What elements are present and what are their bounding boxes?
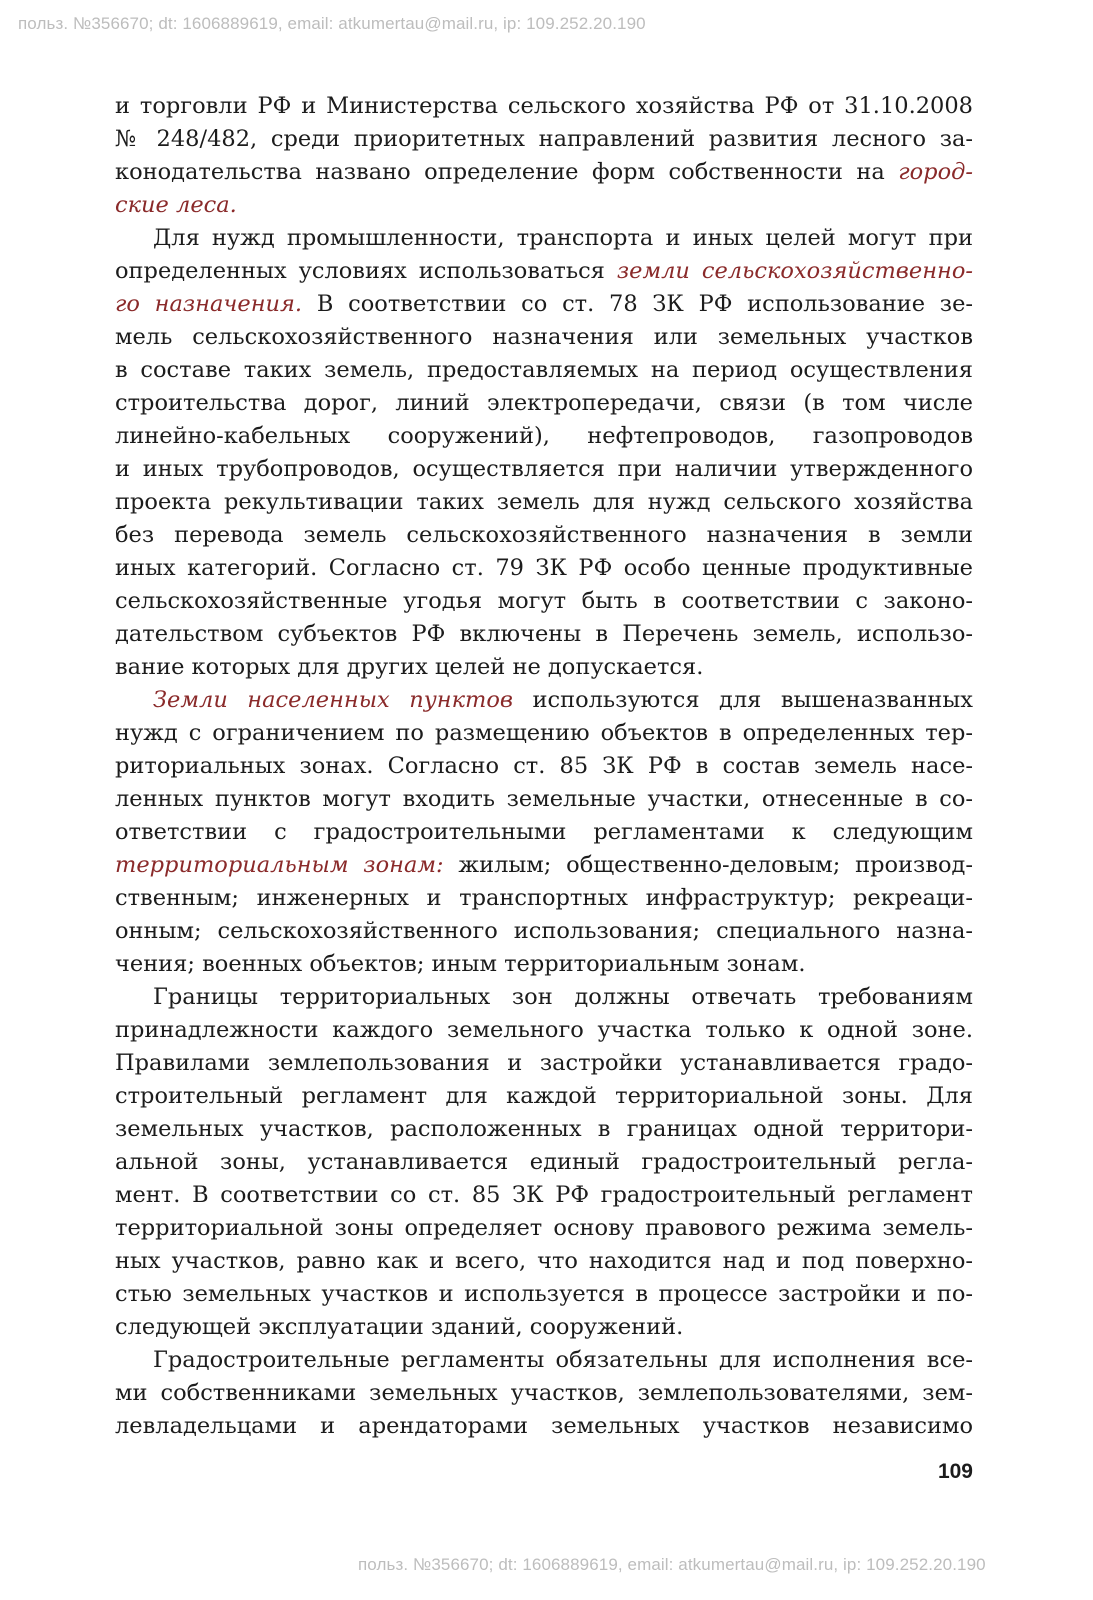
text-run: следующей эксплуатации зданий, сооружений. bbox=[115, 1314, 684, 1340]
text-run: строительства дорог, линий электропередачи, связи (в том числе bbox=[115, 390, 973, 416]
watermark-top: польз. №356670; dt: 1606889619, email: atkumertau@mail.ru, ip: 109.252.20.190 bbox=[18, 14, 646, 33]
text-line bbox=[115, 981, 973, 1014]
text-line bbox=[115, 486, 973, 519]
emphasized-term: территориальным зонам: bbox=[115, 852, 444, 878]
text-run: территориальной зоны определяет основу правового режима земель- bbox=[115, 1215, 973, 1241]
text-line bbox=[115, 1212, 973, 1245]
text-run: и торговли РФ и Министерства сельского хозяйства РФ от 31.10.2008 bbox=[115, 93, 973, 119]
page-number: 109 bbox=[937, 1460, 973, 1483]
text-line bbox=[115, 156, 973, 189]
text-line bbox=[115, 90, 973, 123]
text-run: используются для вышеназванных bbox=[513, 687, 973, 713]
text-line bbox=[115, 222, 973, 255]
text-run: левладельцами и арендаторами земельных участков независимо bbox=[115, 1413, 973, 1439]
text-run: ми собственниками земельных участков, землепользователями, зем- bbox=[115, 1380, 973, 1406]
text-line bbox=[115, 750, 973, 783]
text-line bbox=[115, 1377, 973, 1410]
text-line bbox=[115, 1311, 973, 1344]
text-line bbox=[115, 519, 973, 552]
emphasized-term: земли сельскохозяйственно- bbox=[616, 258, 973, 284]
emphasized-term: го назначения. bbox=[115, 291, 303, 317]
text-run: нужд с ограничением по размещению объектов в определенных тер- bbox=[115, 720, 973, 746]
text-line bbox=[115, 717, 973, 750]
emphasized-term: ские леса. bbox=[115, 192, 237, 218]
text-line bbox=[115, 123, 973, 156]
text-line bbox=[115, 783, 973, 816]
text-run: строительный регламент для каждой территориальной зоны. Для bbox=[115, 1083, 973, 1109]
text-line bbox=[115, 189, 973, 222]
text-line bbox=[115, 321, 973, 354]
text-line bbox=[115, 1344, 973, 1377]
text-line bbox=[115, 1080, 973, 1113]
text-run: В соответствии со ст. 78 ЗК РФ использование зе- bbox=[302, 291, 973, 317]
text-line bbox=[115, 1245, 973, 1278]
text-run: риториальных зонах. Согласно ст. 85 ЗК РФ в состав земель насе- bbox=[115, 753, 973, 779]
text-run: линейно-кабельных сооружений), нефтепроводов, газопроводов bbox=[115, 423, 973, 449]
paragraph bbox=[115, 222, 973, 684]
text-line bbox=[115, 288, 973, 321]
text-run: онным; сельскохозяйственного использования; специального назна- bbox=[115, 918, 973, 944]
text-line bbox=[115, 849, 973, 882]
text-run: земельных участков, расположенных в границах одной территори- bbox=[115, 1116, 973, 1142]
paragraph bbox=[115, 90, 973, 222]
text-line bbox=[115, 816, 973, 849]
text-line bbox=[115, 1146, 973, 1179]
text-run: Градостроительные регламенты обязательны для исполнения все- bbox=[153, 1347, 973, 1373]
emphasized-term: город- bbox=[898, 159, 973, 185]
text-run: ственным; инженерных и транспортных инфраструктур; рекреаци- bbox=[115, 885, 973, 911]
text-line bbox=[115, 684, 973, 717]
emphasized-term: Земли населенных пунктов bbox=[153, 687, 513, 713]
text-run: Правилами землепользования и застройки устанавливается градо- bbox=[115, 1050, 973, 1076]
text-line bbox=[115, 915, 973, 948]
paragraph bbox=[115, 1344, 973, 1443]
text-run: жилым; общественно-деловым; производ- bbox=[443, 852, 973, 878]
text-line bbox=[115, 948, 973, 981]
text-line bbox=[115, 1113, 973, 1146]
text-run: ных участков, равно как и всего, что находится над и под поверхно- bbox=[115, 1248, 973, 1274]
text-run: дательством субъектов РФ включены в Перечень земель, использо- bbox=[115, 621, 973, 647]
text-run: сельскохозяйственные угодья могут быть в соответствии с законо- bbox=[115, 588, 973, 614]
text-run: ленных пунктов могут входить земельные участки, отнесенные в со- bbox=[115, 786, 973, 812]
text-run: чения; военных объектов; иным территориальным зонам. bbox=[115, 951, 806, 977]
text-run: принадлежности каждого земельного участка только к одной зоне. bbox=[115, 1017, 973, 1043]
text-run: Для нужд промышленности, транспорта и иных целей могут при bbox=[153, 225, 973, 251]
text-run: ответствии с градостроительными регламентами к следующим bbox=[115, 819, 973, 845]
text-line bbox=[115, 651, 973, 684]
text-run: в составе таких земель, предоставляемых на период осуществления bbox=[115, 357, 973, 383]
text-run: иных категорий. Согласно ст. 79 ЗК РФ особо ценные продуктивные bbox=[115, 555, 973, 581]
text-run: конодательства названо определение форм собственности на bbox=[115, 159, 899, 185]
text-line bbox=[115, 354, 973, 387]
text-run: № 248/482, среди приоритетных направлений развития лесного за- bbox=[115, 126, 973, 152]
text-line bbox=[115, 618, 973, 651]
text-line bbox=[115, 255, 973, 288]
text-run: и иных трубопроводов, осуществляется при наличии утвержденного bbox=[115, 456, 973, 482]
text-run: мель сельскохозяйственного назначения или земельных участков bbox=[115, 324, 973, 350]
watermark-bottom: польз. №356670; dt: 1606889619, email: atkumertau@mail.ru, ip: 109.252.20.190 bbox=[358, 1555, 986, 1574]
text-line bbox=[115, 1179, 973, 1212]
text-line bbox=[115, 387, 973, 420]
text-run: определенных условиях использоваться bbox=[115, 258, 617, 284]
text-line bbox=[115, 552, 973, 585]
text-line bbox=[115, 453, 973, 486]
text-line bbox=[115, 1278, 973, 1311]
text-line bbox=[115, 420, 973, 453]
paragraph bbox=[115, 981, 973, 1344]
text-run: мент. В соответствии со ст. 85 ЗК РФ градостроительный регламент bbox=[115, 1182, 973, 1208]
text-run: вание которых для других целей не допускается. bbox=[115, 654, 704, 680]
text-run: без перевода земель сельскохозяйственного назначения в земли bbox=[115, 522, 973, 548]
text-run: стью земельных участков и используется в процессе застройки и по- bbox=[115, 1281, 973, 1307]
text-line bbox=[115, 1047, 973, 1080]
text-line bbox=[115, 585, 973, 618]
text-run: альной зоны, устанавливается единый градостроительный регла- bbox=[115, 1149, 973, 1175]
paragraph bbox=[115, 684, 973, 981]
text-line bbox=[115, 882, 973, 915]
text-line bbox=[115, 1410, 973, 1443]
page-body bbox=[115, 90, 973, 1443]
text-run: Границы территориальных зон должны отвечать требованиям bbox=[153, 984, 973, 1010]
text-run: проекта рекультивации таких земель для нужд сельского хозяйства bbox=[115, 489, 973, 515]
text-line bbox=[115, 1014, 973, 1047]
